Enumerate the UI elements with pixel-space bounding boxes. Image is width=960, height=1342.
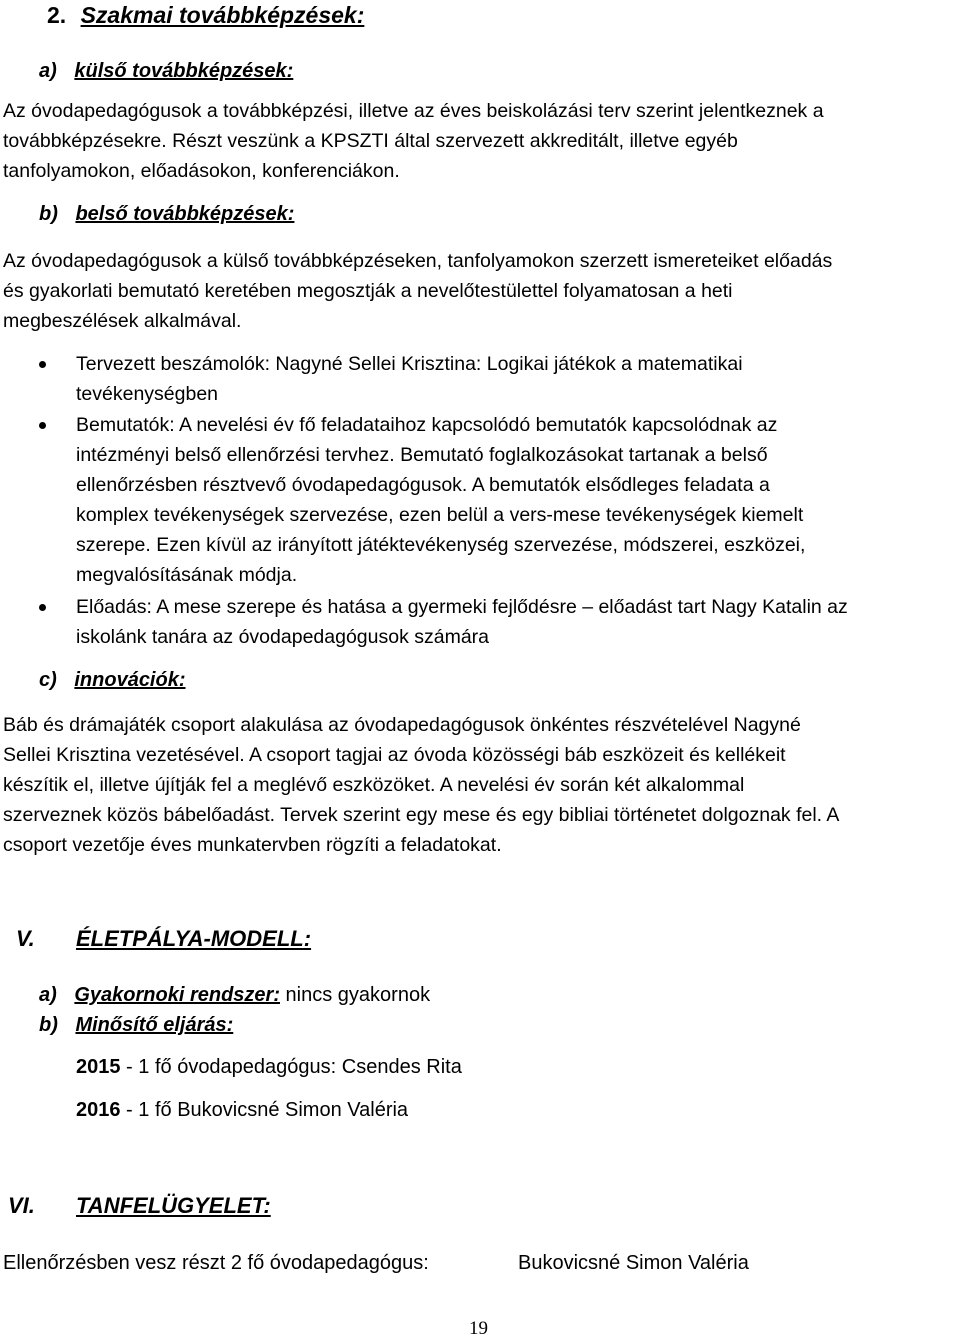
section-number: V.: [16, 926, 35, 951]
subheading-b: [39, 203, 294, 226]
subheading-label: a): [39, 60, 57, 82]
subheading-title: innovációk:: [74, 669, 186, 691]
text-line: tevékenységben: [76, 383, 219, 405]
paragraph-b: [3, 246, 832, 336]
inspection-value: Bukovicsné Simon Valéria: [518, 1252, 749, 1274]
text-line: csoport vezetője éves munkatervben rögzíti a feladatokat.: [3, 834, 502, 856]
section-number: 2.: [47, 2, 67, 28]
entry-year: 2016: [76, 1099, 121, 1121]
subheading-title: belső továbbképzések:: [75, 203, 295, 225]
subheading-title: külső továbbképzések:: [74, 60, 294, 82]
bullet-item: [76, 349, 743, 409]
section-heading: [47, 2, 364, 29]
text-line: készítik el, illetve újítják fel a meglévő eszközöket. A nevelési év során két alkalommal: [3, 774, 745, 796]
list-item: [39, 984, 430, 1007]
text-line: tanfolyamokon, előadásokon, konferenciákon.: [3, 160, 400, 182]
page-number: 19: [469, 1318, 488, 1339]
qualification-entry: [76, 1056, 462, 1079]
section-heading: [16, 926, 35, 952]
bullet-item: [76, 410, 805, 590]
text-line: Előadás: A mese szerepe és hatása a gyermeki fejlődésre – előadást tart Nagy Katalin az: [76, 596, 848, 618]
text-line: ellenőrzésben résztvevő óvodapedagógusok. A bemutatók elsődleges feladata a: [76, 474, 770, 496]
entry-text: - 1 fő Bukovicsné Simon Valéria: [120, 1099, 409, 1121]
item-label: a): [39, 984, 57, 1006]
section-number: VI.: [8, 1193, 35, 1218]
bullet-item: [76, 592, 848, 652]
bullet-icon: [39, 422, 46, 429]
subheading-label: c): [39, 669, 57, 691]
item-label: b): [39, 1014, 58, 1036]
paragraph-a: [3, 96, 824, 186]
item-title: Minősítő eljárás:: [75, 1014, 234, 1036]
inspection-label: Ellenőrzésben vesz részt 2 fő óvodapedagógus:: [3, 1252, 429, 1274]
text-line: komplex tevékenységek szervezése, ezen belül a vers-mese tevékenységek kiemelt: [76, 504, 804, 526]
entry-year: 2015: [76, 1056, 121, 1078]
paragraph-c: [3, 710, 839, 860]
text-line: szerveznek közös bábelőadást. Tervek szerint egy mese és egy bibliai történetet dolgoznak fel. A: [3, 804, 840, 826]
text-line: szerepe. Ezen kívül az irányított játéktevékenység szervezése, módszerei, eszközei,: [76, 534, 806, 556]
list-item: [39, 1014, 233, 1037]
item-title: Gyakornoki rendszer:: [74, 984, 280, 1006]
text-line: Báb és drámajáték csoport alakulása az óvodapedagógusok önkéntes részvételével Nagyné: [3, 714, 801, 736]
qualification-entry: [76, 1099, 408, 1122]
text-line: iskolánk tanára az óvodapedagógusok számára: [76, 626, 490, 648]
subheading-c: [39, 669, 186, 692]
bullet-icon: [39, 604, 46, 611]
text-line: megbeszélések alkalmával.: [3, 310, 242, 332]
bullet-icon: [39, 361, 46, 368]
subheading-label: b): [39, 203, 58, 225]
item-value: nincs gyakornok: [279, 984, 431, 1006]
subheading-a: [39, 60, 293, 83]
section-title: ÉLETPÁLYA-MODELL:: [76, 926, 312, 951]
text-line: Sellei Krisztina vezetésével. A csoport tagjai az óvoda közösségi báb eszközeit és kellékeit: [3, 744, 786, 766]
text-line: intézményi belső ellenőrzési tervhez. Bemutató foglalkozásokat tartanak a belső: [76, 444, 768, 466]
entry-text: - 1 fő óvodapedagógus: Csendes Rita: [120, 1056, 462, 1078]
text-line: Az óvodapedagógusok a külső továbbképzéseken, tanfolyamokon szerzett ismereteiket előadás: [3, 250, 833, 272]
text-line: továbbképzésekre. Részt veszünk a KPSZTI által szervezett akkreditált, illetve egyéb: [3, 130, 738, 152]
text-line: és gyakorlati bemutató keretében megosztják a nevelőtestülettel folyamatosan a heti: [3, 280, 733, 302]
text-line: Tervezett beszámolók: Nagyné Sellei Krisztina: Logikai játékok a matematikai: [76, 353, 743, 375]
text-line: Bemutatók: A nevelési év fő feladataihoz kapcsolódó bemutatók kapcsolódnak az: [76, 414, 778, 436]
text-line: Az óvodapedagógusok a továbbképzési, illetve az éves beiskolázási terv szerint jelentkeznek a: [3, 100, 824, 122]
section-title: TANFELÜGYELET:: [76, 1193, 271, 1218]
text-line: megvalósításának módja.: [76, 564, 298, 586]
section-title: Szakmai továbbképzések:: [80, 2, 365, 28]
